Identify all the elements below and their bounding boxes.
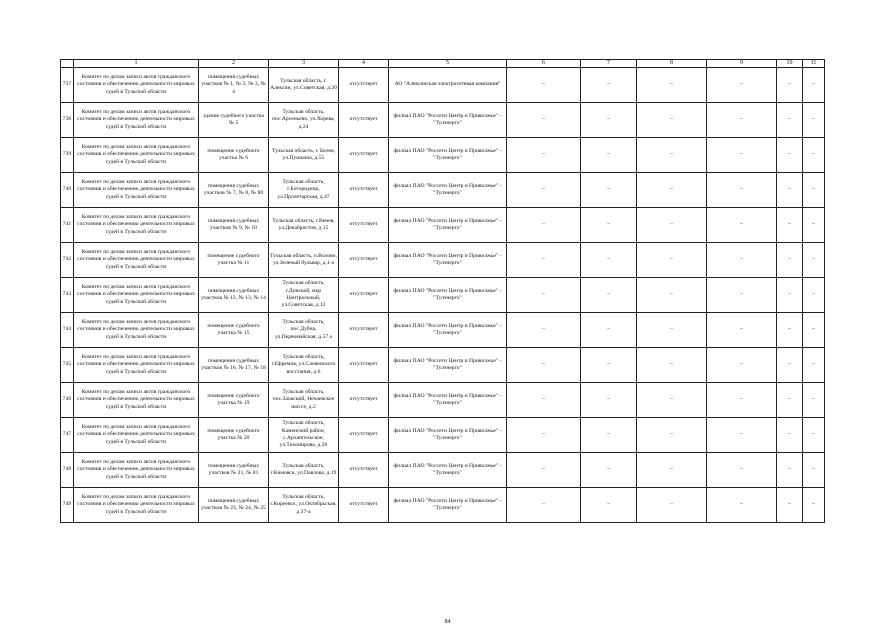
column-10-cell: – <box>777 418 803 453</box>
register-table <box>60 59 825 523</box>
column-7-cell: – <box>581 173 637 208</box>
column-10-cell: – <box>777 173 803 208</box>
rightholder-organization-cell: Комитет по делам записи актов гражданского состояния и обеспечению деятельности мировых судей в Тульской области <box>74 488 199 523</box>
table-row <box>61 103 825 138</box>
row-number-cell: 741 <box>61 208 74 243</box>
encumbrance-cell: отсутствует <box>339 138 389 173</box>
object-name-cell: помещения судебных участков № 16, № 17, № 18 <box>199 348 269 383</box>
column-number-11: 11 <box>803 60 825 68</box>
column-8-cell: – <box>637 488 707 523</box>
column-11-cell: – <box>803 278 825 313</box>
column-7-cell: – <box>581 208 637 243</box>
column-7-cell: – <box>581 313 637 348</box>
encumbrance-cell: отсутствует <box>339 453 389 488</box>
column-9-cell: – <box>707 348 777 383</box>
column-8-cell: – <box>637 68 707 103</box>
network-holder-cell: АО "Алексинская электросетевая компания" <box>389 68 507 103</box>
column-9-cell: – <box>707 488 777 523</box>
column-7-cell: – <box>581 243 637 278</box>
column-9-cell: – <box>707 383 777 418</box>
object-address-cell: Тульская область, г.Кимовск, ул.Павлова, д.19 <box>269 453 339 488</box>
column-10-cell: – <box>777 208 803 243</box>
column-6-cell: – <box>507 348 581 383</box>
column-6-cell: – <box>507 383 581 418</box>
object-name-cell: помещения судебных участков № 12, № 13, № 14 <box>199 278 269 313</box>
column-7-cell: – <box>581 68 637 103</box>
column-11-cell: – <box>803 313 825 348</box>
table-row <box>61 488 825 523</box>
column-9-cell: – <box>707 278 777 313</box>
object-name-cell: помещения судебных участков № 7, № 8, № 80 <box>199 173 269 208</box>
column-6-cell: – <box>507 103 581 138</box>
column-8-cell: – <box>637 173 707 208</box>
column-8-cell: – <box>637 278 707 313</box>
object-name-cell: помещения судебных участков № 9, № 10 <box>199 208 269 243</box>
table-row <box>61 313 825 348</box>
row-number-cell: 740 <box>61 173 74 208</box>
object-address-cell: Тульская область, г.Венев, ул.Декабристов, д.15 <box>269 208 339 243</box>
rightholder-organization-cell: Комитет по делам записи актов гражданского состояния и обеспечению деятельности мировых судей в Тульской области <box>74 278 199 313</box>
row-number-cell: 745 <box>61 348 74 383</box>
column-number-8: 8 <box>637 60 707 68</box>
column-10-cell: – <box>777 278 803 313</box>
column-6-cell: – <box>507 488 581 523</box>
column-9-cell: – <box>707 243 777 278</box>
register-body <box>61 60 825 523</box>
column-8-cell: – <box>637 313 707 348</box>
column-11-cell: – <box>803 488 825 523</box>
column-10-cell: – <box>777 68 803 103</box>
column-8-cell: – <box>637 453 707 488</box>
rightholder-organization-cell: Комитет по делам записи актов гражданского состояния и обеспечению деятельности мировых судей в Тульской области <box>74 103 199 138</box>
encumbrance-cell: отсутствует <box>339 243 389 278</box>
rightholder-organization-cell: Комитет по делам записи актов гражданского состояния и обеспечению деятельности мировых судей в Тульской области <box>74 313 199 348</box>
object-name-cell: помещение судебного участка № 15 <box>199 313 269 348</box>
network-holder-cell: филиал ПАО "Россети Центр и Приволжье" - "Тулэнерго" <box>389 103 507 138</box>
row-number-cell: 742 <box>61 243 74 278</box>
table-row <box>61 348 825 383</box>
rightholder-organization-cell: Комитет по делам записи актов гражданского состояния и обеспечению деятельности мировых судей в Тульской области <box>74 138 199 173</box>
column-10-cell: – <box>777 243 803 278</box>
encumbrance-cell: отсутствует <box>339 418 389 453</box>
encumbrance-cell: отсутствует <box>339 68 389 103</box>
network-holder-cell: филиал ПАО "Россети Центр и Приволжье" - "Тулэнерго" <box>389 138 507 173</box>
column-10-cell: – <box>777 138 803 173</box>
column-11-cell: – <box>803 138 825 173</box>
column-11-cell: – <box>803 173 825 208</box>
column-6-cell: – <box>507 208 581 243</box>
column-6-cell: – <box>507 278 581 313</box>
network-holder-cell: филиал ПАО "Россети Центр и Приволжье" - "Тулэнерго" <box>389 348 507 383</box>
column-7-cell: – <box>581 488 637 523</box>
row-number-cell: 746 <box>61 383 74 418</box>
encumbrance-cell: отсутствует <box>339 173 389 208</box>
column-9-cell: – <box>707 453 777 488</box>
column-11-cell: – <box>803 68 825 103</box>
column-10-cell: – <box>777 313 803 348</box>
column-10-cell: – <box>777 103 803 138</box>
column-6-cell: – <box>507 243 581 278</box>
object-address-cell: Тульская область, г.Богородицк, ул.Пролетарская, д.47 <box>269 173 339 208</box>
column-8-cell: – <box>637 348 707 383</box>
column-6-cell: – <box>507 453 581 488</box>
table-row <box>61 68 825 103</box>
row-number-cell: 737 <box>61 68 74 103</box>
column-8-cell: – <box>637 208 707 243</box>
table-row <box>61 208 825 243</box>
column-number-4: 4 <box>339 60 389 68</box>
column-number-row <box>61 60 825 68</box>
rightholder-organization-cell: Комитет по делам записи актов гражданского состояния и обеспечению деятельности мировых судей в Тульской области <box>74 173 199 208</box>
table-row <box>61 243 825 278</box>
column-11-cell: – <box>803 418 825 453</box>
column-7-cell: – <box>581 418 637 453</box>
column-9-cell: – <box>707 313 777 348</box>
object-address-cell: Тульская область, Каменский район, с.Архангельское, ул.Тихонирова, д.26 <box>269 418 339 453</box>
network-holder-cell: филиал ПАО "Россети Центр и Приволжье" - "Тулэнерго" <box>389 313 507 348</box>
table-row <box>61 173 825 208</box>
object-address-cell: Тульская область, пос.Дубна, ул.Первомайская, д.57 а <box>269 313 339 348</box>
table-row <box>61 453 825 488</box>
network-holder-cell: филиал ПАО "Россети Центр и Приволжье" - "Тулэнерго" <box>389 418 507 453</box>
rightholder-organization-cell: Комитет по делам записи актов гражданского состояния и обеспечению деятельности мировых судей в Тульской области <box>74 453 199 488</box>
column-11-cell: – <box>803 383 825 418</box>
encumbrance-cell: отсутствует <box>339 103 389 138</box>
network-holder-cell: филиал ПАО "Россети Центр и Приволжье" - "Тулэнерго" <box>389 383 507 418</box>
column-11-cell: – <box>803 243 825 278</box>
rightholder-organization-cell: Комитет по делам записи актов гражданского состояния и обеспечению деятельности мировых судей в Тульской области <box>74 243 199 278</box>
column-6-cell: – <box>507 173 581 208</box>
header-corner-cell <box>61 60 74 68</box>
column-11-cell: – <box>803 103 825 138</box>
row-number-cell: 748 <box>61 453 74 488</box>
column-8-cell: – <box>637 243 707 278</box>
column-11-cell: – <box>803 348 825 383</box>
network-holder-cell: филиал ПАО "Россети Центр и Приволжье" - "Тулэнерго" <box>389 243 507 278</box>
object-name-cell: помещения судебных участков № 1, № 2, № 3, № 4 <box>199 68 269 103</box>
column-10-cell: – <box>777 488 803 523</box>
object-address-cell: Тульская область, п.Волово, ул.Зеленый бульвар, д.1-а <box>269 243 339 278</box>
row-number-cell: 743 <box>61 278 74 313</box>
table-row <box>61 418 825 453</box>
column-number-1: 1 <box>74 60 199 68</box>
row-number-cell: 749 <box>61 488 74 523</box>
column-8-cell: – <box>637 418 707 453</box>
rightholder-organization-cell: Комитет по делам записи актов гражданского состояния и обеспечению деятельности мировых судей в Тульской области <box>74 68 199 103</box>
column-11-cell: – <box>803 453 825 488</box>
object-name-cell: помещения судебных участков № 21, № 81 <box>199 453 269 488</box>
object-name-cell: помещение судебного участка № 20 <box>199 418 269 453</box>
object-name-cell: помещение судебного участка № 11 <box>199 243 269 278</box>
row-number-cell: 739 <box>61 138 74 173</box>
network-holder-cell: филиал ПАО "Россети Центр и Приволжье" - "Тулэнерго" <box>389 278 507 313</box>
object-address-cell: Тульская область, г. Алексин, ул.Советская, д.20 <box>269 68 339 103</box>
column-7-cell: – <box>581 138 637 173</box>
column-number-5: 5 <box>389 60 507 68</box>
column-11-cell: – <box>803 208 825 243</box>
column-8-cell: – <box>637 138 707 173</box>
table-row <box>61 138 825 173</box>
network-holder-cell: филиал ПАО "Россети Центр и Приволжье" - "Тулэнерго" <box>389 488 507 523</box>
column-8-cell: – <box>637 103 707 138</box>
column-10-cell: – <box>777 453 803 488</box>
row-number-cell: 747 <box>61 418 74 453</box>
column-7-cell: – <box>581 383 637 418</box>
rightholder-organization-cell: Комитет по делам записи актов гражданского состояния и обеспечению деятельности мировых судей в Тульской области <box>74 348 199 383</box>
column-number-10: 10 <box>777 60 803 68</box>
encumbrance-cell: отсутствует <box>339 348 389 383</box>
column-7-cell: – <box>581 103 637 138</box>
column-number-3: 3 <box>269 60 339 68</box>
column-7-cell: – <box>581 348 637 383</box>
column-9-cell: – <box>707 208 777 243</box>
column-8-cell: – <box>637 383 707 418</box>
table-row <box>61 383 825 418</box>
column-6-cell: – <box>507 68 581 103</box>
network-holder-cell: филиал ПАО "Россети Центр и Приволжье" - "Тулэнерго" <box>389 173 507 208</box>
object-address-cell: Тульская область, г.Ефремов, ул.Словенского восстания, д.6 <box>269 348 339 383</box>
encumbrance-cell: отсутствует <box>339 313 389 348</box>
column-10-cell: – <box>777 383 803 418</box>
object-name-cell: здание судебного участка № 5 <box>199 103 269 138</box>
column-9-cell: – <box>707 418 777 453</box>
encumbrance-cell: отсутствует <box>339 208 389 243</box>
object-name-cell: помещение судебного участка № 6 <box>199 138 269 173</box>
page-number: 84 <box>444 619 451 625</box>
object-address-cell: Тульская область, г. Белев, ул.Пушкина, д.55 <box>269 138 339 173</box>
network-holder-cell: филиал ПАО "Россети Центр и Приволжье" - "Тулэнерго" <box>389 453 507 488</box>
column-7-cell: – <box>581 453 637 488</box>
column-number-9: 9 <box>707 60 777 68</box>
column-6-cell: – <box>507 313 581 348</box>
object-name-cell: помещения судебных участков № 23, № 24, № 25 <box>199 488 269 523</box>
rightholder-organization-cell: Комитет по делам записи актов гражданского состояния и обеспечению деятельности мировых судей в Тульской области <box>74 418 199 453</box>
object-address-cell: Тульская область, г.Киреевск, ул.Октябрьская, д.37-а <box>269 488 339 523</box>
row-number-cell: 738 <box>61 103 74 138</box>
column-10-cell: – <box>777 348 803 383</box>
column-9-cell: – <box>707 103 777 138</box>
column-number-6: 6 <box>507 60 581 68</box>
column-9-cell: – <box>707 68 777 103</box>
rightholder-organization-cell: Комитет по делам записи актов гражданского состояния и обеспечению деятельности мировых судей в Тульской области <box>74 383 199 418</box>
column-number-2: 2 <box>199 60 269 68</box>
column-6-cell: – <box>507 418 581 453</box>
column-9-cell: – <box>707 138 777 173</box>
column-9-cell: – <box>707 173 777 208</box>
rightholder-organization-cell: Комитет по делам записи актов гражданского состояния и обеспечению деятельности мировых судей в Тульской области <box>74 208 199 243</box>
encumbrance-cell: отсутствует <box>339 383 389 418</box>
row-number-cell: 744 <box>61 313 74 348</box>
register-sheet <box>60 59 825 523</box>
object-address-cell: Тульская область, пос.Арсеньево, ул.Хорева, д.24 <box>269 103 339 138</box>
column-6-cell: – <box>507 138 581 173</box>
object-address-cell: Тульская область, г.Донской, мкр Центральный, ул.Советская, д.12 <box>269 278 339 313</box>
object-name-cell: помещение судебного участка № 19 <box>199 383 269 418</box>
column-7-cell: – <box>581 278 637 313</box>
table-row <box>61 278 825 313</box>
network-holder-cell: филиал ПАО "Россети Центр и Приволжье" - "Тулэнерго" <box>389 208 507 243</box>
object-address-cell: Тульская область, пос.Заокский, Нечаевское шоссе, д.2 <box>269 383 339 418</box>
encumbrance-cell: отсутствует <box>339 278 389 313</box>
encumbrance-cell: отсутствует <box>339 488 389 523</box>
column-number-7: 7 <box>581 60 637 68</box>
